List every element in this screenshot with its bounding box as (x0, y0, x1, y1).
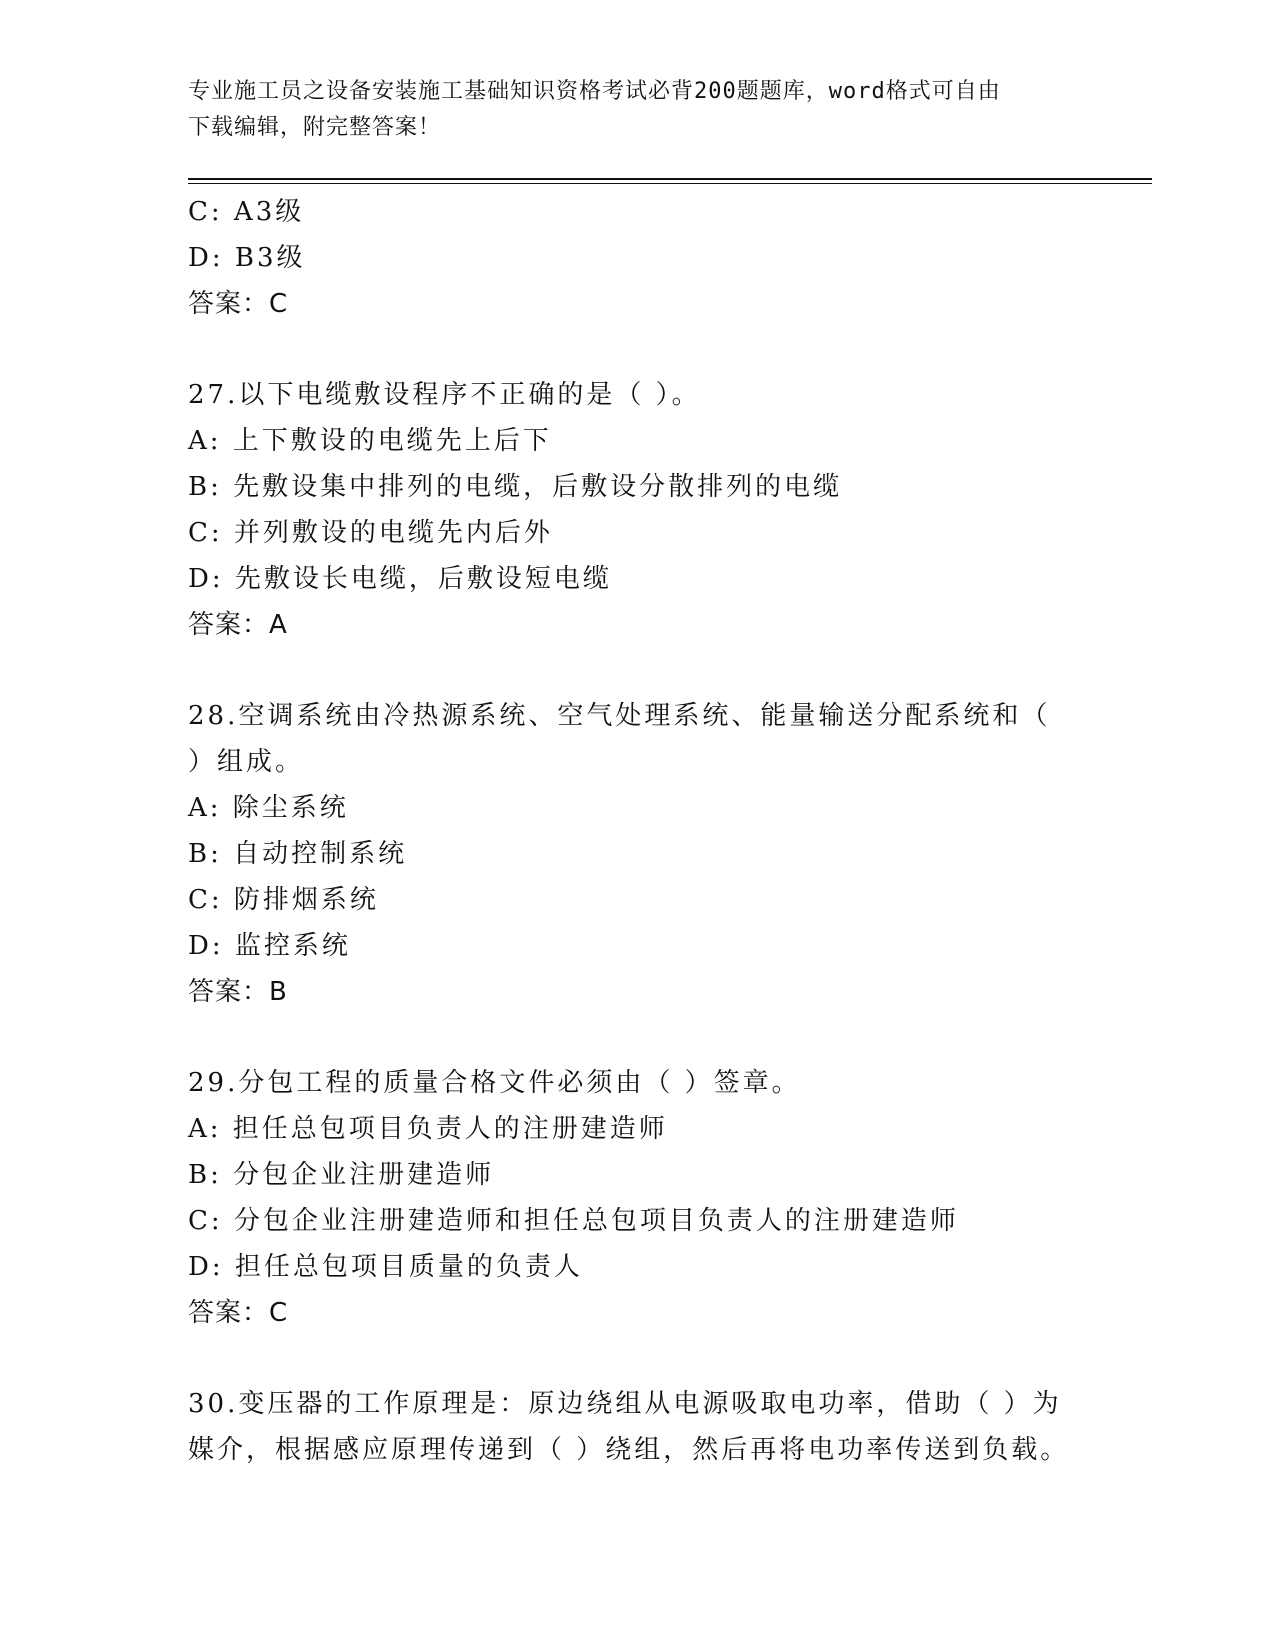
option-b: B: 分包企业注册建造师 (188, 1160, 495, 1190)
header-divider-thick (188, 178, 1152, 180)
header-divider-thin (188, 183, 1152, 184)
question-list (188, 189, 1108, 1473)
option-d: D: B3级 (188, 243, 306, 273)
option-c: C: 防排烟系统 (188, 885, 379, 915)
question-stem-cont: ）组成。 (188, 747, 305, 777)
option-a: A: 上下敷设的电缆先上后下 (188, 426, 552, 456)
document-header (188, 74, 1088, 146)
question-30 (188, 1381, 1108, 1473)
question-28 (188, 693, 1108, 1015)
question-stem: 28.空调系统由冷热源系统、空气处理系统、能量输送分配系统和（ (188, 701, 1051, 731)
question-stem: 27.以下电缆敷设程序不正确的是（ ）。 (188, 380, 701, 410)
question-26-continued (188, 189, 1108, 327)
header-line-2: 下载编辑，附完整答案！ (188, 115, 442, 140)
question-stem: 29.分包工程的质量合格文件必须由（ ）签章。 (188, 1068, 801, 1098)
option-b: B: 自动控制系统 (188, 839, 408, 869)
question-29 (188, 1060, 1108, 1336)
answer-line: 答案：A (188, 610, 288, 640)
option-a: A: 担任总包项目负责人的注册建造师 (188, 1114, 668, 1144)
option-c: C: A3级 (188, 197, 305, 227)
question-27 (188, 372, 1108, 648)
option-d: D: 担任总包项目质量的负责人 (188, 1252, 583, 1282)
answer-line: 答案：B (188, 977, 288, 1007)
option-c: C: 分包企业注册建造师和担任总包项目负责人的注册建造师 (188, 1206, 959, 1236)
option-b: B: 先敷设集中排列的电缆，后敷设分散排列的电缆 (188, 472, 843, 502)
answer-line: 答案：C (188, 1298, 289, 1328)
option-d: D: 先敷设长电缆，后敷设短电缆 (188, 564, 612, 594)
option-c: C: 并列敷设的电缆先内后外 (188, 518, 553, 548)
question-stem-cont: 媒介，根据感应原理传递到（ ）绕组，然后再将电功率传送到负载。 (188, 1435, 1070, 1465)
question-stem: 30.变压器的工作原理是：原边绕组从电源吸取电功率，借助（ ）为 (188, 1389, 1062, 1419)
option-a: A: 除尘系统 (188, 793, 349, 823)
answer-line: 答案：C (188, 289, 289, 319)
option-d: D: 监控系统 (188, 931, 351, 961)
header-line-1: 专业施工员之设备安装施工基础知识资格考试必背200题题库，word格式可自由 (188, 79, 1001, 104)
